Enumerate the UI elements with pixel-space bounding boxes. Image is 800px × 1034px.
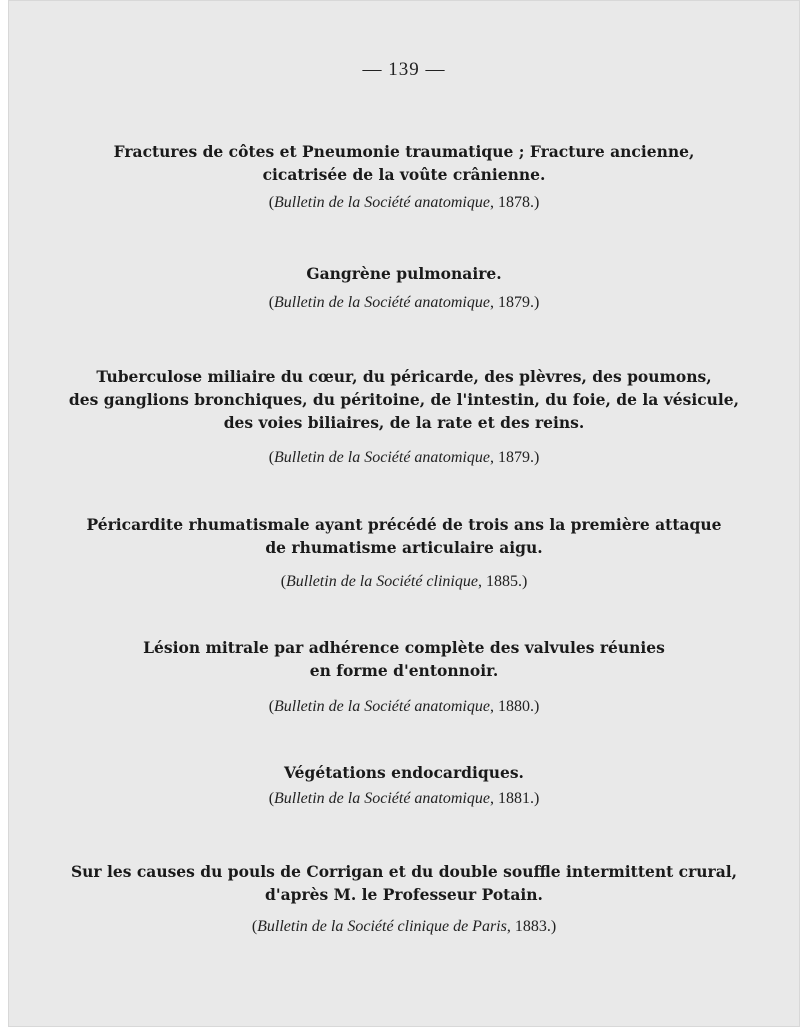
bibliography-entry: [8, 513, 800, 591]
entry-source: (Bulletin de la Société anatomique, 1878.): [268, 194, 540, 211]
entry-source-journal: Bulletin de la Société clinique de Paris: [257, 918, 507, 935]
entry-title-line: cicatrisée de la voûte crânienne.: [262, 165, 546, 184]
document-page: [8, 0, 800, 1027]
entry-source: (Bulletin de la Société anatomique, 1879.): [268, 449, 540, 466]
entry-source-year: , 1880.): [489, 698, 540, 715]
entry-source: (Bulletin de la Société anatomique, 1879.): [268, 294, 540, 311]
entry-source: (Bulletin de la Société clinique, 1885.): [280, 573, 528, 590]
entry-source: (Bulletin de la Société anatomique, 1881.): [268, 790, 540, 807]
entry-title-line: Tuberculose miliaire du cœur, du péricarde, des plèvres, des poumons,: [96, 367, 712, 386]
entry-source: (Bulletin de la Société clinique de Paris, 1883.): [251, 918, 557, 935]
bibliography-entry: [8, 636, 800, 716]
entry-title-line: Végétations endocardiques.: [284, 763, 524, 782]
entry-title: [8, 365, 800, 434]
bibliography-entry: [8, 761, 800, 808]
entry-title-line: Lésion mitrale par adhérence complète des valvules réunies: [143, 638, 665, 657]
entry-source-year: , 1881.): [489, 790, 540, 807]
entry-source-year: , 1885.): [477, 573, 528, 590]
entry-title-line: en forme d'entonnoir.: [309, 661, 499, 680]
entry-title-line: d'après M. le Professeur Potain.: [265, 885, 543, 904]
entry-title: [8, 860, 800, 906]
entry-title-line: Sur les causes du pouls de Corrigan et du double souffle intermittent crural,: [70, 862, 738, 881]
entry-source-year: , 1878.): [489, 194, 540, 211]
entry-source-journal: Bulletin de la Société anatomique: [274, 698, 490, 715]
entry-title-line: Gangrène pulmonaire.: [306, 264, 502, 283]
entry-title: [8, 513, 800, 559]
bibliography-entry: [8, 262, 800, 312]
entry-title-line: de rhumatisme articulaire aigu.: [265, 538, 543, 557]
entry-title-line: des voies biliaires, de la rate et des reins.: [223, 413, 585, 432]
entry-title-line: des ganglions bronchiques, du péritoine, de l'intestin, du foie, de la vésicule,: [68, 390, 740, 409]
entry-title: [8, 262, 800, 285]
entry-title-line: Fractures de côtes et Pneumonie traumatique ; Fracture ancienne,: [113, 142, 695, 161]
entry-source-journal: Bulletin de la Société anatomique: [274, 790, 490, 807]
entry-title: [8, 636, 800, 682]
entry-source-journal: Bulletin de la Société anatomique: [274, 294, 490, 311]
entry-title: [8, 140, 800, 186]
entry-source-year: , 1879.): [489, 449, 540, 466]
bibliography-entry: [8, 140, 800, 212]
entry-title: [8, 761, 800, 784]
bibliography-entry: [8, 860, 800, 936]
entry-source-journal: Bulletin de la Société anatomique: [274, 194, 490, 211]
entry-title-line: Péricardite rhumatismale ayant précédé de trois ans la première attaque: [86, 515, 722, 534]
entry-source: (Bulletin de la Société anatomique, 1880.): [268, 698, 540, 715]
entry-source-journal: Bulletin de la Société clinique: [286, 573, 478, 590]
entry-source-year: , 1879.): [489, 294, 540, 311]
entry-source-year: , 1883.): [506, 918, 557, 935]
page-number: — 139 —: [362, 59, 446, 80]
entry-source-journal: Bulletin de la Société anatomique: [274, 449, 490, 466]
bibliography-entry: [8, 365, 800, 467]
